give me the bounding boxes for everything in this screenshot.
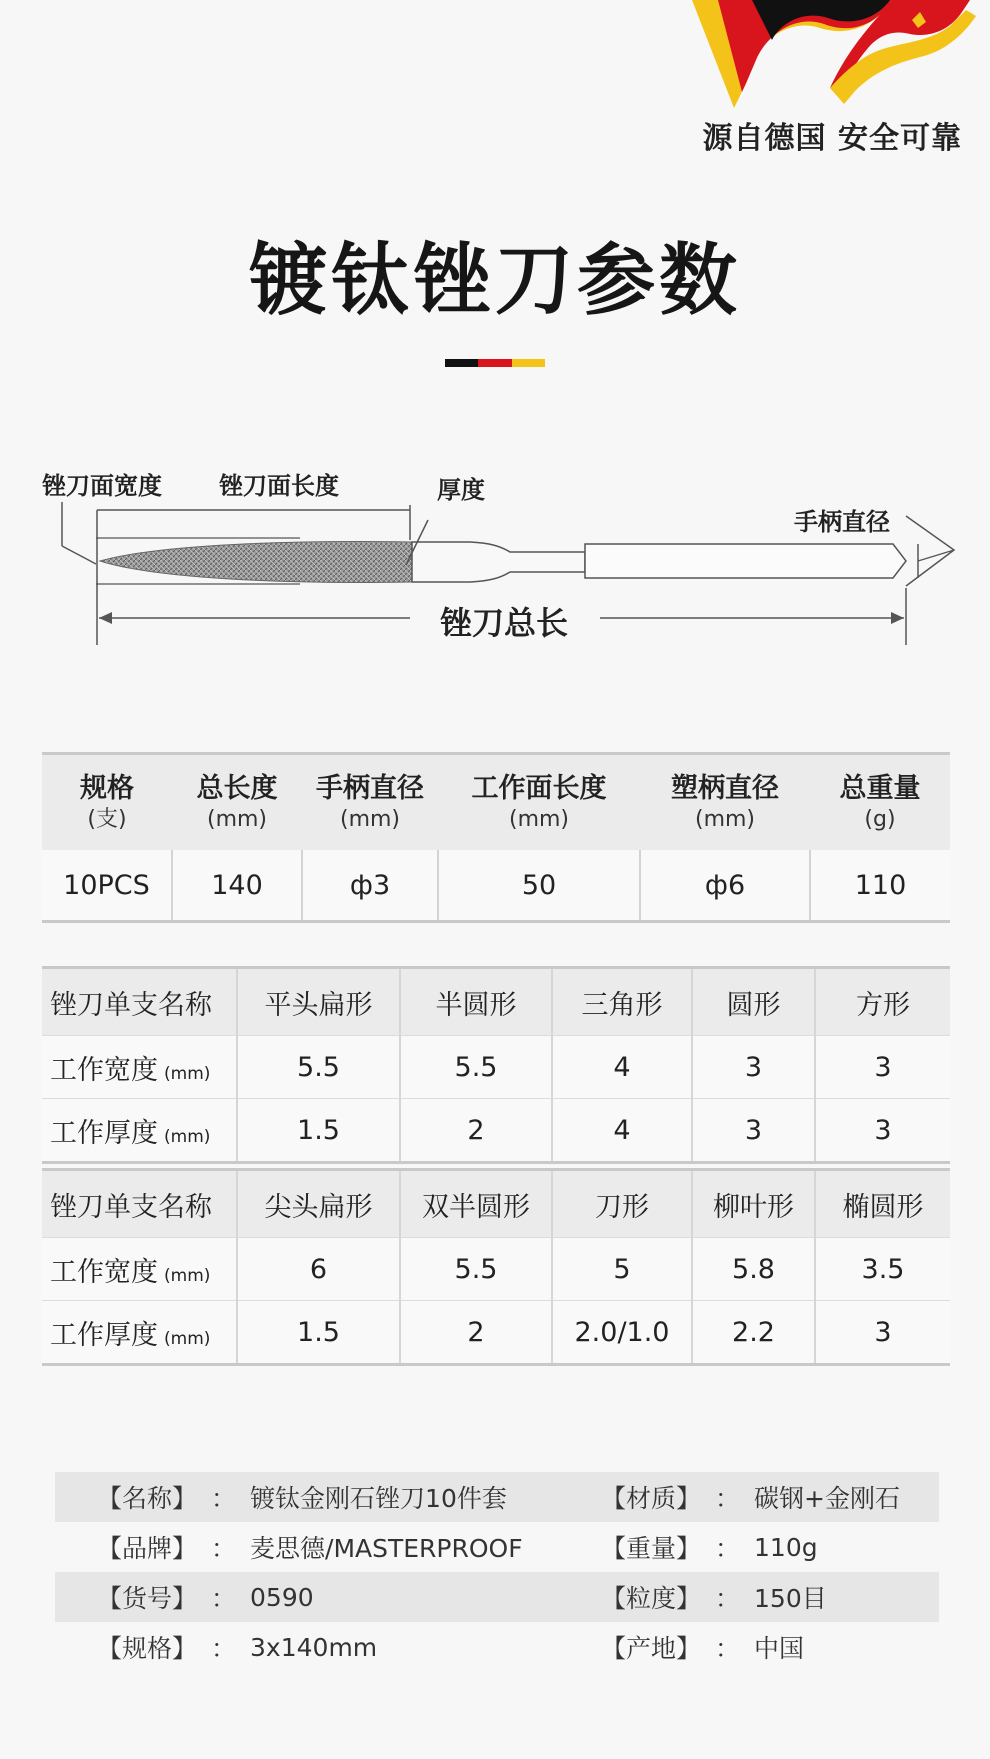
spec-header: 规格 (支) — [42, 754, 172, 851]
value-cell: 2.0/1.0 — [552, 1301, 692, 1365]
value-cell: 4 — [552, 1036, 692, 1099]
value-cell: 3.5 — [815, 1238, 950, 1301]
spec-cell: ф3 — [302, 850, 438, 922]
row-label: 工作厚度 (mm) — [42, 1301, 237, 1365]
label-total-length: 锉刀总长 — [440, 604, 569, 642]
info-row — [55, 1472, 939, 1522]
product-info — [55, 1472, 939, 1672]
spec-header: 总重量 (g) — [810, 754, 950, 851]
value-cell: 5.5 — [237, 1036, 400, 1099]
header-cell: 锉刀单支名称 — [42, 968, 237, 1036]
page-title: 镀钛锉刀参数 — [248, 236, 741, 326]
file-dimension-diagram — [0, 440, 990, 660]
title-underline — [445, 359, 545, 367]
table-row — [42, 1301, 950, 1365]
header-cell: 方形 — [815, 968, 950, 1036]
info-item-origin: 【产地】 ： 中国 — [601, 1634, 805, 1663]
value-cell: 5.5 — [400, 1238, 552, 1301]
spec-header: 工作面长度 (mm) — [438, 754, 640, 851]
value-cell: 3 — [692, 1099, 815, 1163]
table-row — [42, 1238, 950, 1301]
tagline: 源自德国 安全可靠 — [702, 121, 962, 156]
info-item-grit: 【粒度】 ： 150目 — [601, 1584, 827, 1613]
row-label: 工作宽度 (mm) — [42, 1036, 237, 1099]
header-cell: 平头扁形 — [237, 968, 400, 1036]
spec-header: 总长度 (mm) — [172, 754, 302, 851]
file-table-1 — [42, 966, 950, 1164]
spec-cell: 50 — [438, 850, 640, 922]
value-cell: 5 — [552, 1238, 692, 1301]
table-row — [42, 1099, 950, 1163]
value-cell: 5.8 — [692, 1238, 815, 1301]
header-cell: 圆形 — [692, 968, 815, 1036]
info-item-name: 【名称】 ： 镀钛金刚石锉刀10件套 — [97, 1484, 507, 1513]
spec-table — [42, 752, 950, 923]
header-cell: 椭圆形 — [815, 1170, 950, 1238]
table-row — [42, 1036, 950, 1099]
value-cell: 2 — [400, 1301, 552, 1365]
spec-cell: 10PCS — [42, 850, 172, 922]
spec-data-row — [42, 850, 950, 922]
value-cell: 6 — [237, 1238, 400, 1301]
value-cell: 3 — [692, 1036, 815, 1099]
label-face-width: 锉刀面宽度 — [42, 472, 162, 500]
info-row — [55, 1622, 939, 1672]
info-item-weight: 【重量】 ： 110g — [601, 1532, 818, 1563]
value-cell: 2.2 — [692, 1301, 815, 1365]
value-cell: 4 — [552, 1099, 692, 1163]
spec-cell: 110 — [810, 850, 950, 922]
file-table-header-row — [42, 1170, 950, 1238]
value-cell: 1.5 — [237, 1099, 400, 1163]
header-cell: 柳叶形 — [692, 1170, 815, 1238]
info-row — [55, 1572, 939, 1622]
header-cell: 三角形 — [552, 968, 692, 1036]
header-cell: 半圆形 — [400, 968, 552, 1036]
label-thickness: 厚度 — [437, 476, 485, 504]
spec-header: 手柄直径 (mm) — [302, 754, 438, 851]
file-table-header-row — [42, 968, 950, 1036]
info-item-sku: 【货号】 ： 0590 — [97, 1582, 314, 1613]
value-cell: 3 — [815, 1301, 950, 1365]
spec-cell: 140 — [172, 850, 302, 922]
info-row — [55, 1522, 939, 1572]
row-label: 工作宽度 (mm) — [42, 1238, 237, 1301]
spec-cell: ф6 — [640, 850, 810, 922]
info-item-brand: 【品牌】 ： 麦思德/MASTERPROOF — [97, 1534, 523, 1563]
value-cell: 3 — [815, 1099, 950, 1163]
value-cell: 2 — [400, 1099, 552, 1163]
header-cell: 尖头扁形 — [237, 1170, 400, 1238]
row-label: 工作厚度 (mm) — [42, 1099, 237, 1163]
spec-header: 塑柄直径 (mm) — [640, 754, 810, 851]
label-handle-diameter: 手柄直径 — [794, 508, 890, 536]
value-cell: 3 — [815, 1036, 950, 1099]
file-table-2 — [42, 1168, 950, 1366]
header-cell: 刀形 — [552, 1170, 692, 1238]
header-cell: 双半圆形 — [400, 1170, 552, 1238]
header-cell: 锉刀单支名称 — [42, 1170, 237, 1238]
german-flag-graphic — [680, 0, 990, 118]
info-item-spec: 【规格】 ： 3x140mm — [97, 1632, 378, 1663]
label-face-length: 锉刀面长度 — [219, 472, 339, 500]
value-cell: 1.5 — [237, 1301, 400, 1365]
spec-header-row — [42, 754, 950, 851]
value-cell: 5.5 — [400, 1036, 552, 1099]
info-item-material: 【材质】 ： 碳钢+金刚石 — [601, 1484, 900, 1513]
